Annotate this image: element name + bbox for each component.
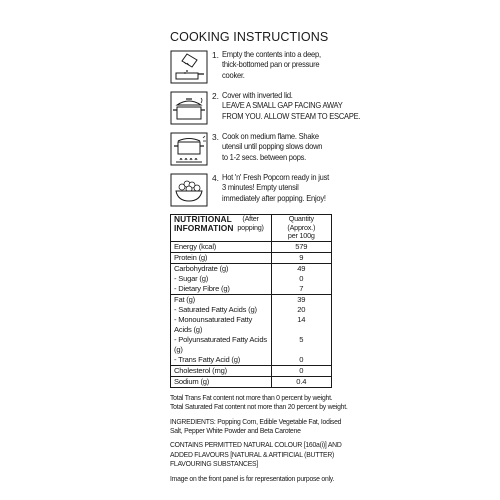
nutrient-label: Energy (kcal) bbox=[171, 241, 272, 252]
nutrient-value: 20 bbox=[271, 305, 331, 315]
nutrition-row bbox=[171, 263, 332, 274]
nutrient-value: 49 bbox=[271, 263, 331, 274]
step-text bbox=[222, 132, 331, 163]
nutrition-row bbox=[171, 252, 332, 263]
nutrient-value: 39 bbox=[271, 294, 331, 305]
trans-fat-note-2: Total Saturated Fat content not more than 20 percent by weight. bbox=[170, 402, 348, 412]
nutrient-label: Carbohydrate (g) bbox=[171, 263, 272, 274]
nutrient-label: Fat (g) bbox=[171, 294, 272, 305]
step-text bbox=[222, 50, 331, 81]
instruction-step bbox=[170, 91, 361, 125]
nutrition-row bbox=[171, 376, 332, 387]
nutrient-label: - Sugar (g) bbox=[171, 274, 272, 284]
nutrition-heading-line2: INFORMATION bbox=[174, 223, 234, 233]
step-text-line: Hot 'n' Fresh Popcorn ready in just bbox=[222, 173, 330, 182]
quantity-header-line1: Quantity (Approx.) bbox=[287, 214, 316, 232]
nutrition-row bbox=[171, 315, 332, 335]
colour-note-2: ADDED FLAVOURS [NATURAL & ARTIFICIAL (BUTTER) bbox=[170, 449, 335, 459]
trans-fat-note-1: Total Trans Fat content not more than 0 percent by weight. bbox=[170, 392, 333, 402]
nutrient-label: - Monounsaturated Fatty Acids (g) bbox=[171, 315, 272, 335]
nutrition-heading-line1: NUTRITIONAL bbox=[174, 214, 232, 224]
step-number: 2. bbox=[212, 91, 219, 101]
step-text-line: 3 minutes! Empty utensil bbox=[222, 183, 299, 193]
step-text-line: thick-bottomed pan or pressure bbox=[222, 60, 320, 70]
step-number: 4. bbox=[212, 173, 219, 183]
nutrient-label: - Polyunsaturated Fatty Acids (g) bbox=[171, 335, 272, 355]
quantity-header-line2: per 100g bbox=[287, 231, 315, 241]
cover-lid-icon bbox=[170, 91, 208, 125]
step-text-line: LEAVE A SMALL GAP FACING AWAY bbox=[222, 101, 343, 111]
step-text-line: to 1-2 secs. between pops. bbox=[222, 152, 307, 162]
step-text-line: Empty the contents into a deep, bbox=[222, 50, 321, 59]
nutrient-label: - Dietary Fibre (g) bbox=[171, 284, 272, 295]
nutrient-value: 0.4 bbox=[271, 376, 331, 387]
step-text-line: Cook on medium flame. Shake bbox=[222, 132, 319, 141]
nutrition-header-row bbox=[171, 215, 332, 242]
nutrient-label: Protein (g) bbox=[171, 252, 272, 263]
label-notes bbox=[170, 392, 348, 483]
nutrient-value: 0 bbox=[271, 355, 331, 366]
flame-cook-icon bbox=[170, 132, 208, 166]
popcorn-bowl-icon bbox=[170, 173, 208, 207]
nutrition-row bbox=[171, 284, 332, 295]
nutrition-table bbox=[170, 214, 332, 388]
nutrition-row bbox=[171, 241, 332, 252]
step-text-line: FROM YOU. ALLOW STEAM TO ESCAPE. bbox=[222, 111, 361, 121]
nutrient-label: Cholesterol (mg) bbox=[171, 365, 272, 376]
nutrient-value: 0 bbox=[271, 365, 331, 376]
nutrition-row bbox=[171, 365, 332, 376]
nutrient-value: 7 bbox=[271, 284, 331, 295]
nutrient-value: 9 bbox=[271, 252, 331, 263]
page-title: COOKING INSTRUCTIONS bbox=[170, 30, 329, 44]
step-number: 3. bbox=[212, 132, 219, 142]
nutrient-value: 0 bbox=[271, 274, 331, 284]
nutrition-row bbox=[171, 274, 332, 284]
instruction-step bbox=[170, 50, 332, 84]
ingredients-line-1: INGREDIENTS: Popping Corn, Edible Vegetable Fat, Iodised bbox=[170, 416, 342, 426]
nutrient-label: Sodium (g) bbox=[171, 376, 272, 387]
step-text-line: Cover with inverted lid. bbox=[222, 91, 293, 100]
ingredients-line-2: Salt, Pepper White Powder and Beta Carotene bbox=[170, 426, 301, 435]
nutrient-label: - Saturated Fatty Acids (g) bbox=[171, 305, 272, 315]
nutrient-label: - Trans Fatty Acid (g) bbox=[171, 355, 272, 366]
step-text bbox=[222, 91, 361, 122]
nutrient-value: 5 bbox=[271, 335, 331, 355]
product-back-panel bbox=[170, 30, 361, 483]
step-number: 1. bbox=[212, 50, 219, 60]
colour-note-3: FLAVOURING SUBSTANCES] bbox=[170, 459, 259, 469]
nutrition-row bbox=[171, 305, 332, 315]
instruction-steps bbox=[170, 50, 361, 207]
instruction-step bbox=[170, 132, 332, 166]
nutrition-row bbox=[171, 294, 332, 305]
nutrient-value: 14 bbox=[271, 315, 331, 335]
step-text bbox=[222, 173, 331, 204]
pan-pour-icon bbox=[170, 50, 208, 84]
after-popping-note: (After popping) bbox=[237, 214, 264, 232]
image-representation-note: Image on the front panel is for representation purpose only. bbox=[170, 473, 335, 483]
nutrition-heading bbox=[171, 215, 272, 242]
nutrition-row bbox=[171, 355, 332, 366]
quantity-header bbox=[271, 215, 331, 242]
nutrient-value: 579 bbox=[271, 241, 331, 252]
instruction-step bbox=[170, 173, 332, 207]
step-text-line: cooker. bbox=[222, 70, 245, 80]
step-text-line: utensil until popping slows down bbox=[222, 142, 323, 152]
step-text-line: immediately after popping. Enjoy! bbox=[222, 193, 326, 203]
nutrition-row bbox=[171, 335, 332, 355]
colour-note-1: CONTAINS PERMITTED NATURAL COLOUR [160a(i)] AND bbox=[170, 440, 342, 450]
